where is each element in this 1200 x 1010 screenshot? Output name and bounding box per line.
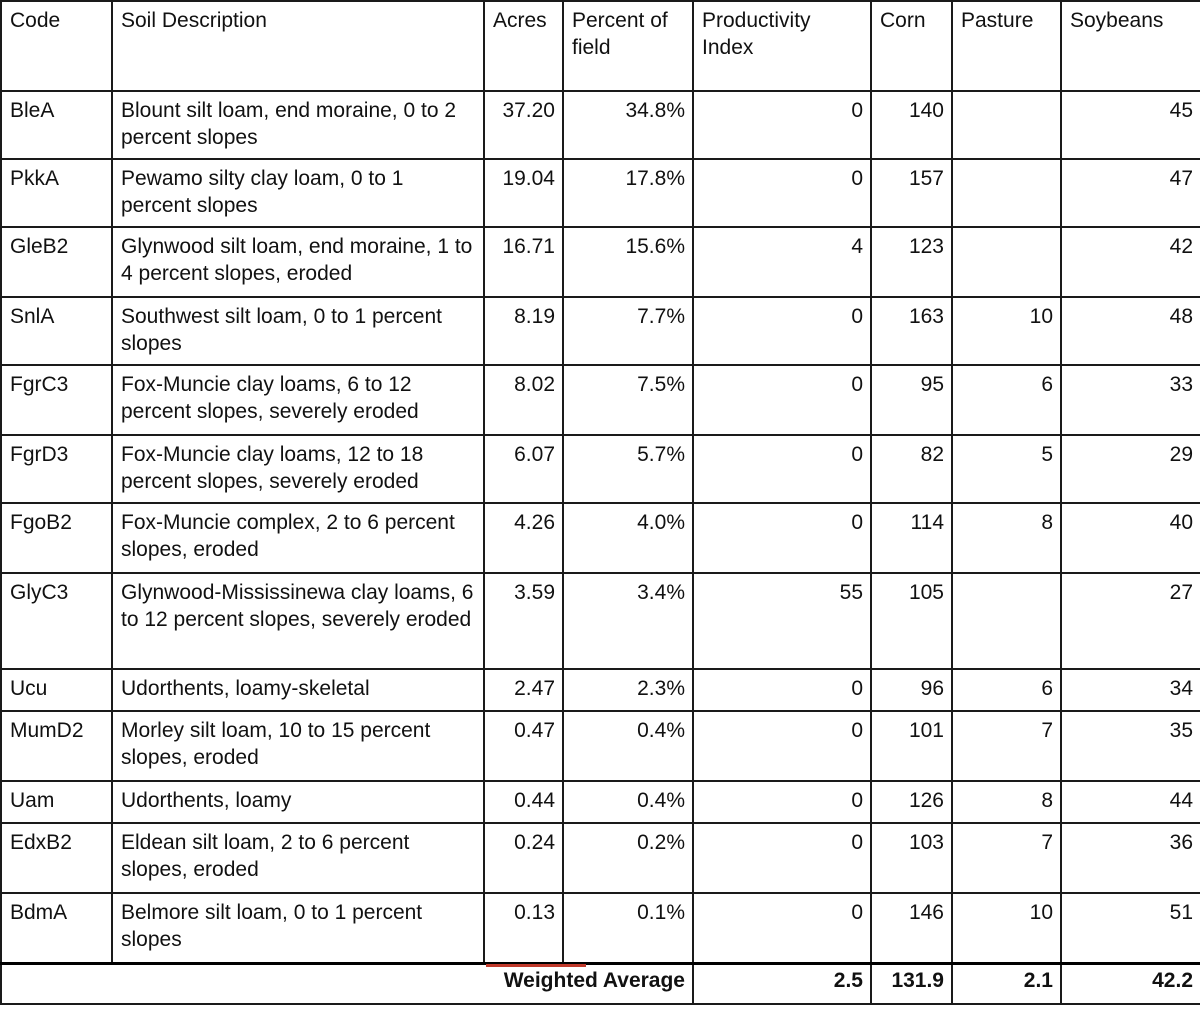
cell-description: Udorthents, loamy-skeletal [112,669,484,711]
cell-code: Uam [1,781,112,823]
cell-percent: 7.7% [563,297,693,365]
weighted-average-soybeans: 42.2 [1061,963,1200,1004]
cell-pasture [952,91,1061,159]
cell-corn: 82 [871,435,952,503]
cell-soybeans: 48 [1061,297,1200,365]
header-soybeans: Soybeans [1061,1,1200,91]
cell-code: BleA [1,91,112,159]
header-corn: Corn [871,1,952,91]
cell-code: GleB2 [1,227,112,297]
cell-soybeans: 29 [1061,435,1200,503]
red-underline-mark [486,964,586,967]
cell-soybeans: 44 [1061,781,1200,823]
header-productivity: Productivity Index [693,1,871,91]
cell-productivity: 0 [693,297,871,365]
cell-description: Glynwood silt loam, end moraine, 1 to 4 percent slopes, eroded [112,227,484,297]
cell-code: MumD2 [1,711,112,781]
cell-pasture [952,227,1061,297]
cell-acres: 0.13 [484,893,563,963]
header-percent: Percent of field [563,1,693,91]
cell-acres: 19.04 [484,159,563,227]
header-description: Soil Description [112,1,484,91]
cell-corn: 163 [871,297,952,365]
cell-corn: 157 [871,159,952,227]
cell-pasture: 7 [952,711,1061,781]
cell-corn: 96 [871,669,952,711]
cell-percent: 0.4% [563,781,693,823]
cell-percent: 17.8% [563,159,693,227]
cell-productivity: 0 [693,823,871,893]
cell-corn: 140 [871,91,952,159]
cell-productivity: 0 [693,365,871,435]
cell-soybeans: 40 [1061,503,1200,573]
cell-corn: 146 [871,893,952,963]
cell-percent: 34.8% [563,91,693,159]
cell-productivity: 0 [693,435,871,503]
cell-productivity: 0 [693,711,871,781]
table-row [1,503,1200,573]
cell-description: Belmore silt loam, 0 to 1 percent slopes [112,893,484,963]
cell-code: PkkA [1,159,112,227]
table-row [1,365,1200,435]
cell-percent: 0.4% [563,711,693,781]
cell-percent: 7.5% [563,365,693,435]
header-code: Code [1,1,112,91]
table-row [1,159,1200,227]
weighted-average-productivity: 2.5 [693,963,871,1004]
cell-corn: 103 [871,823,952,893]
cell-productivity: 0 [693,159,871,227]
cell-pasture: 10 [952,297,1061,365]
cell-code: FgrC3 [1,365,112,435]
cell-code: FgrD3 [1,435,112,503]
cell-corn: 95 [871,365,952,435]
weighted-average-label: Weighted Average [1,963,693,1004]
cell-acres: 8.02 [484,365,563,435]
cell-code: EdxB2 [1,823,112,893]
cell-acres: 0.44 [484,781,563,823]
cell-pasture [952,159,1061,227]
table-row [1,711,1200,781]
weighted-average-row [1,963,1200,1004]
cell-percent: 3.4% [563,573,693,669]
cell-pasture: 7 [952,823,1061,893]
cell-percent: 0.2% [563,823,693,893]
cell-code: BdmA [1,893,112,963]
cell-soybeans: 34 [1061,669,1200,711]
cell-soybeans: 45 [1061,91,1200,159]
cell-soybeans: 51 [1061,893,1200,963]
cell-acres: 37.20 [484,91,563,159]
cell-description: Fox-Muncie clay loams, 12 to 18 percent slopes, severely eroded [112,435,484,503]
cell-corn: 101 [871,711,952,781]
cell-description: Fox-Muncie clay loams, 6 to 12 percent slopes, severely eroded [112,365,484,435]
cell-soybeans: 27 [1061,573,1200,669]
table-row [1,573,1200,669]
cell-percent: 4.0% [563,503,693,573]
cell-corn: 105 [871,573,952,669]
table-row [1,669,1200,711]
cell-acres: 0.47 [484,711,563,781]
cell-pasture: 5 [952,435,1061,503]
cell-description: Southwest silt loam, 0 to 1 percent slopes [112,297,484,365]
cell-description: Pewamo silty clay loam, 0 to 1 percent slopes [112,159,484,227]
cell-acres: 8.19 [484,297,563,365]
cell-productivity: 0 [693,503,871,573]
cell-description: Fox-Muncie complex, 2 to 6 percent slopes, eroded [112,503,484,573]
cell-soybeans: 47 [1061,159,1200,227]
table-row [1,435,1200,503]
cell-productivity: 0 [693,893,871,963]
cell-pasture: 6 [952,365,1061,435]
cell-code: GlyC3 [1,573,112,669]
table-row [1,781,1200,823]
table-row [1,297,1200,365]
cell-pasture: 8 [952,503,1061,573]
cell-corn: 123 [871,227,952,297]
cell-productivity: 4 [693,227,871,297]
table-row [1,893,1200,963]
cell-pasture: 10 [952,893,1061,963]
cell-pasture: 8 [952,781,1061,823]
cell-productivity: 0 [693,781,871,823]
cell-acres: 0.24 [484,823,563,893]
header-acres: Acres [484,1,563,91]
header-pasture: Pasture [952,1,1061,91]
cell-corn: 126 [871,781,952,823]
cell-acres: 3.59 [484,573,563,669]
cell-productivity: 0 [693,91,871,159]
cell-soybeans: 42 [1061,227,1200,297]
cell-productivity: 55 [693,573,871,669]
header-row [1,1,1200,91]
table-row [1,91,1200,159]
cell-acres: 16.71 [484,227,563,297]
table-row [1,227,1200,297]
cell-description: Udorthents, loamy [112,781,484,823]
cell-description: Blount silt loam, end moraine, 0 to 2 percent slopes [112,91,484,159]
cell-percent: 2.3% [563,669,693,711]
cell-corn: 114 [871,503,952,573]
weighted-average-pasture: 2.1 [952,963,1061,1004]
table-row [1,823,1200,893]
cell-pasture [952,573,1061,669]
cell-percent: 5.7% [563,435,693,503]
cell-productivity: 0 [693,669,871,711]
cell-acres: 6.07 [484,435,563,503]
cell-soybeans: 35 [1061,711,1200,781]
cell-description: Eldean silt loam, 2 to 6 percent slopes, eroded [112,823,484,893]
cell-acres: 4.26 [484,503,563,573]
cell-code: SnlA [1,297,112,365]
cell-pasture: 6 [952,669,1061,711]
cell-percent: 15.6% [563,227,693,297]
cell-soybeans: 33 [1061,365,1200,435]
cell-description: Morley silt loam, 10 to 15 percent slopes, eroded [112,711,484,781]
cell-percent: 0.1% [563,893,693,963]
cell-acres: 2.47 [484,669,563,711]
cell-description: Glynwood-Mississinewa clay loams, 6 to 12 percent slopes, severely eroded [112,573,484,669]
cell-code: FgoB2 [1,503,112,573]
weighted-average-corn: 131.9 [871,963,952,1004]
cell-soybeans: 36 [1061,823,1200,893]
cell-code: Ucu [1,669,112,711]
